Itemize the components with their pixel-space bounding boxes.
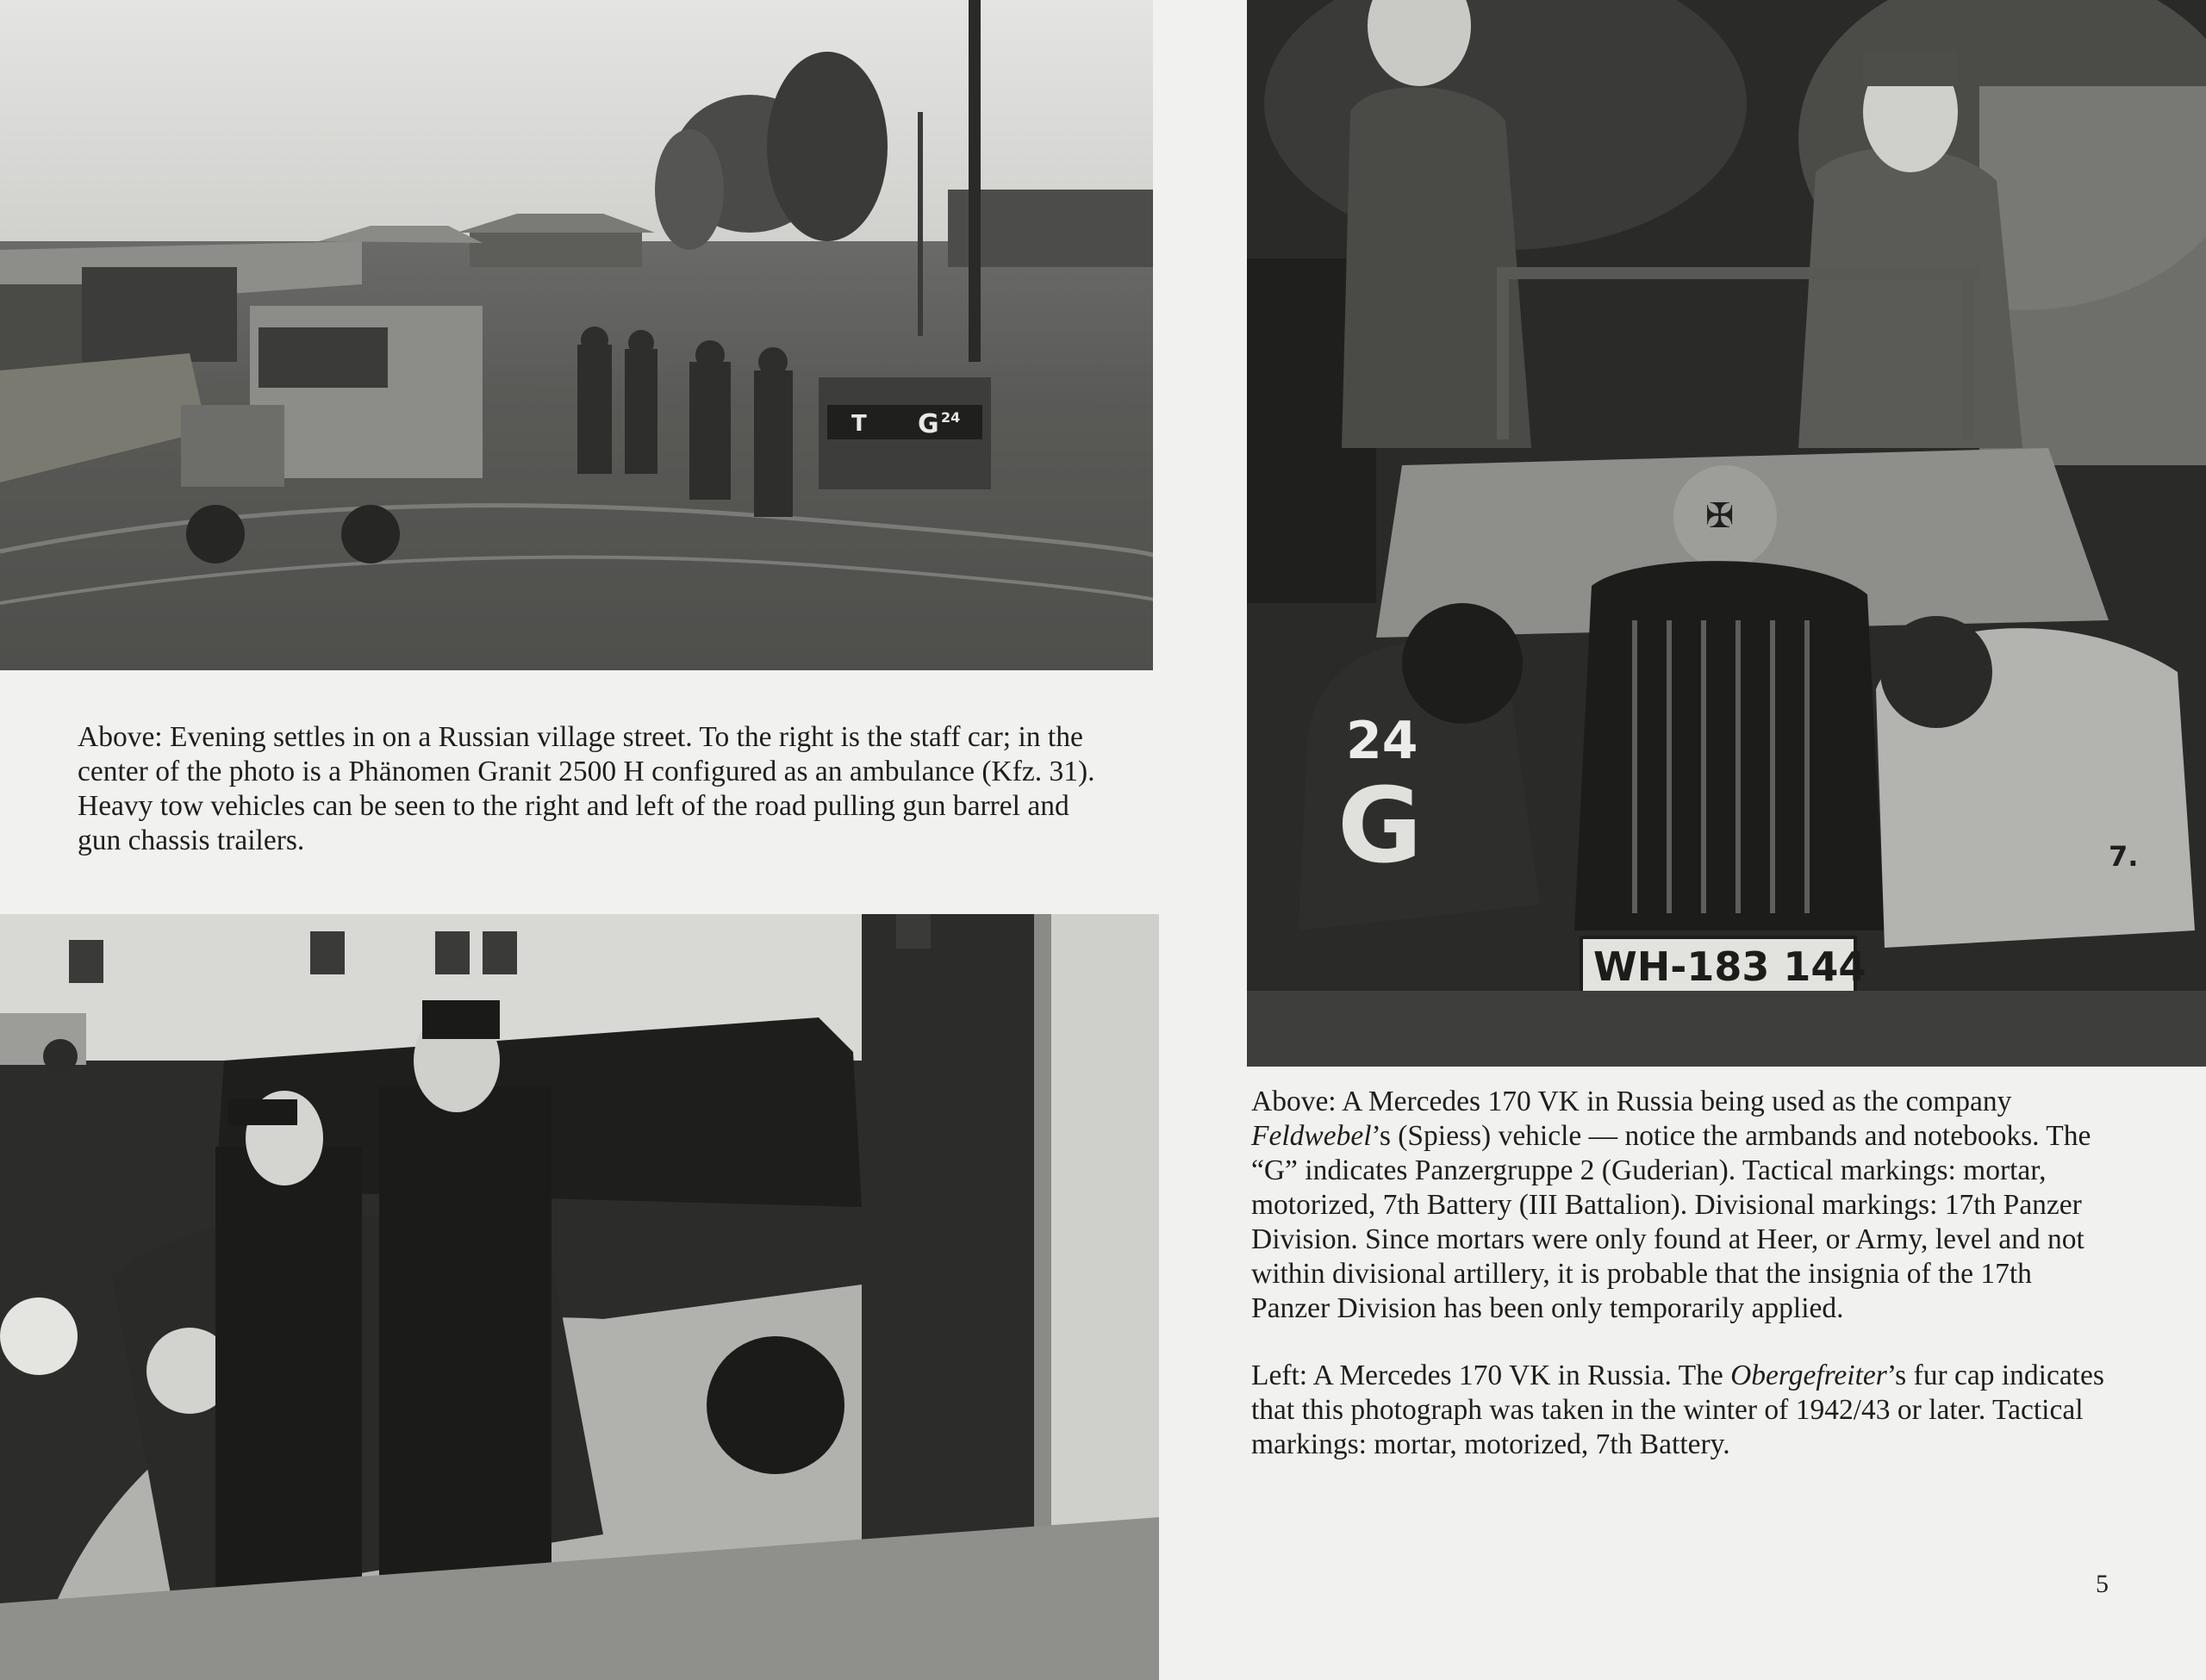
caption-village-street — [78, 720, 1112, 858]
photo-village-street — [0, 0, 1153, 670]
car-marking-24: 24 — [941, 409, 961, 426]
fender-number: 24 — [1346, 711, 1418, 771]
caption-mercedes-winter-paragraph — [1251, 1359, 2113, 1462]
caption-mercedes-winter-intro: Left: A Mercedes 170 VK in Russia. The — [1251, 1360, 1731, 1391]
village-street-image — [0, 0, 1153, 670]
caption-mercedes-spiess-rest: ’s (Spiess) vehicle — notice the armbands and notebooks. The “G” indicates Panzergruppe 2 (Guderian). Tactical markings: mortar, motorized, 7th Battery (III Battalion). Divisional markings: 17th Panzer Division. Since mortars were only found at Heer, or Army, level and not within divisional artillery, it is probable that the insignia of the 17th Panzer Division has been only temporarily applied. — [1251, 1120, 2091, 1324]
page-number: 5 — [2096, 1570, 2109, 1598]
car-marking-t: T — [851, 411, 867, 437]
hood-cross-icon: ✠ — [1705, 496, 1735, 536]
caption-village-street-text: Above: Evening settles in on a Russian village street. To the right is the staff car; in the center of the photo is a Phänomen Granit 2500 H configured as an ambulance (Kfz. 31). Heavy tow vehicles can be seen to the right and left of the road pulling gun barrel and gun chassis trailers. — [78, 721, 1095, 856]
car-marking-g: G — [918, 409, 939, 439]
division-mark: 7. — [2109, 840, 2139, 873]
caption-mercedes-spiess-italic: Feldwebel — [1251, 1120, 1372, 1152]
caption-mercedes-winter-italic: Obergefreiter — [1730, 1360, 1887, 1391]
photo-mercedes-spiess — [1247, 0, 2206, 1067]
caption-mercedes-spiess-intro: Above: A Mercedes 170 VK in Russia being used as the company — [1251, 1086, 2012, 1117]
caption-mercedes-winter-rest: ’s fur cap indicates that this photograph was taken in the winter of 1942/43 or later. Tactical markings: mortar, motorized, 7th Battery. — [1251, 1360, 2104, 1460]
fender-letter: G — [1337, 767, 1423, 887]
caption-mercedes-spiess — [1251, 1085, 2113, 1462]
mercedes-spiess-image — [1247, 0, 2206, 1067]
photo-mercedes-winter — [0, 914, 1159, 1680]
licence-plate-text: WH-183 144 — [1593, 943, 1866, 990]
caption-mercedes-spiess-paragraph — [1251, 1085, 2113, 1326]
mercedes-winter-image — [0, 914, 1159, 1680]
